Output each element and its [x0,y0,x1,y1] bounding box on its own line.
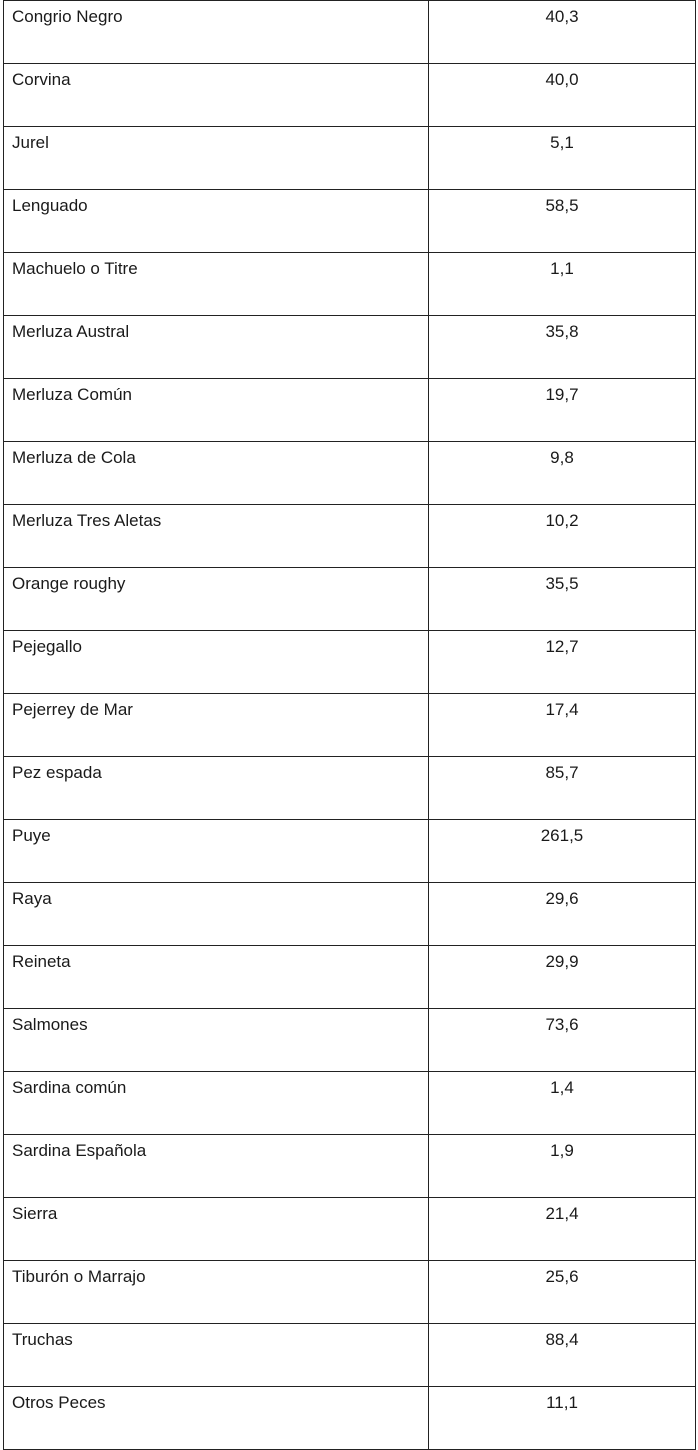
table-row [4,253,696,316]
table-row [4,883,696,946]
species-value-cell: 73,6 [429,1009,696,1072]
species-name-cell: Jurel [4,127,429,190]
species-name-cell: Pejerrey de Mar [4,694,429,757]
table-row [4,1,696,64]
table-row [4,1324,696,1387]
species-name-cell: Merluza Común [4,379,429,442]
table-row [4,127,696,190]
species-name-cell: Merluza Tres Aletas [4,505,429,568]
table-row [4,694,696,757]
document-page [3,0,695,1450]
species-value-cell: 29,9 [429,946,696,1009]
species-name-cell: Truchas [4,1324,429,1387]
species-name-cell: Corvina [4,64,429,127]
table-row [4,1261,696,1324]
species-value-cell: 40,0 [429,64,696,127]
table-row [4,379,696,442]
species-name-cell: Otros Peces [4,1387,429,1450]
species-name-cell: Pejegallo [4,631,429,694]
species-table-body [4,1,696,1450]
species-name-cell: Orange roughy [4,568,429,631]
species-value-cell: 10,2 [429,505,696,568]
table-row [4,820,696,883]
species-name-cell: Merluza de Cola [4,442,429,505]
table-row [4,1387,696,1450]
table-row [4,1135,696,1198]
species-value-cell: 35,8 [429,316,696,379]
table-row [4,631,696,694]
table-row [4,64,696,127]
table-row [4,316,696,379]
species-name-cell: Merluza Austral [4,316,429,379]
species-value-cell: 88,4 [429,1324,696,1387]
table-row [4,946,696,1009]
species-name-cell: Sardina común [4,1072,429,1135]
species-value-cell: 19,7 [429,379,696,442]
species-value-cell: 9,8 [429,442,696,505]
species-value-cell: 261,5 [429,820,696,883]
species-value-cell: 35,5 [429,568,696,631]
species-value-cell: 17,4 [429,694,696,757]
species-table [3,0,696,1450]
species-value-cell: 1,4 [429,1072,696,1135]
species-name-cell: Raya [4,883,429,946]
table-row [4,505,696,568]
species-name-cell: Lenguado [4,190,429,253]
table-row [4,1198,696,1261]
species-value-cell: 85,7 [429,757,696,820]
species-value-cell: 21,4 [429,1198,696,1261]
species-value-cell: 29,6 [429,883,696,946]
species-name-cell: Congrio Negro [4,1,429,64]
table-row [4,1072,696,1135]
species-name-cell: Salmones [4,1009,429,1072]
species-name-cell: Sierra [4,1198,429,1261]
species-value-cell: 5,1 [429,127,696,190]
species-name-cell: Reineta [4,946,429,1009]
table-row [4,568,696,631]
species-name-cell: Puye [4,820,429,883]
species-name-cell: Pez espada [4,757,429,820]
species-value-cell: 40,3 [429,1,696,64]
table-row [4,442,696,505]
species-value-cell: 1,1 [429,253,696,316]
species-value-cell: 1,9 [429,1135,696,1198]
species-value-cell: 58,5 [429,190,696,253]
species-name-cell: Tiburón o Marrajo [4,1261,429,1324]
species-name-cell: Machuelo o Titre [4,253,429,316]
species-value-cell: 25,6 [429,1261,696,1324]
table-row [4,190,696,253]
species-value-cell: 12,7 [429,631,696,694]
table-row [4,1009,696,1072]
species-name-cell: Sardina Española [4,1135,429,1198]
species-value-cell: 11,1 [429,1387,696,1450]
table-row [4,757,696,820]
